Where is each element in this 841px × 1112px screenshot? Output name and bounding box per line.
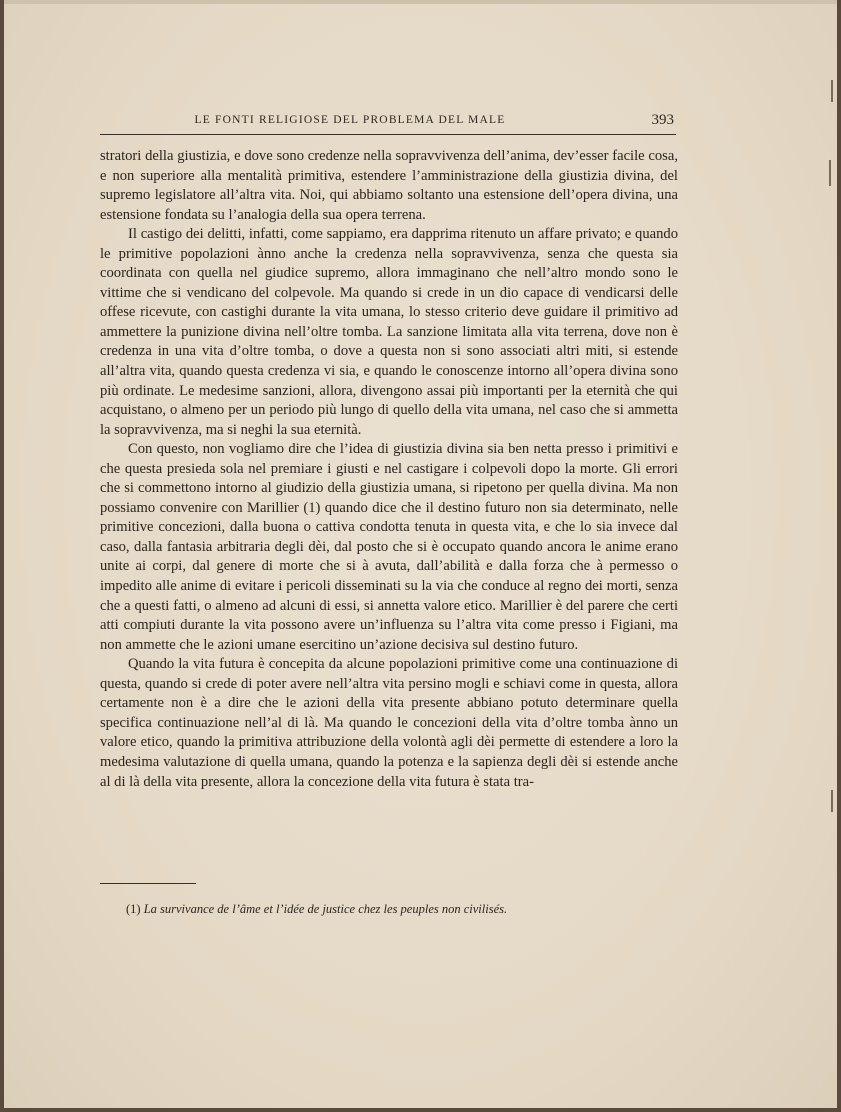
header-rule [100,134,676,135]
page-top-edge [4,0,837,4]
paragraph-4: Quando la vita futura è concepita da alcune popolazioni primitive come una continuazione di questa, quando si crede di poter avere nell’altra vita persino mogli e schiavi come in questa, allora certamente non è a dire che le azioni della vita presente abbiano potuto determinare quella specifica continuazione nell’al di là. Ma quando le concezioni della vita d’oltre tomba ànno un valore etico, quando la primitiva attribuzione della volontà agli dèi permette di estendere a loro la medesima valutazione di quella umana, quando la potenza e la sapienza degli dèi si estende anche al di là della vita presente, allora la concezione della vita futura è stata tra- [100,656,678,790]
footnote-marker: (1) [126,902,141,916]
paragraph-1: stratori della giustizia, e dove sono credenze nella sopravvivenza dell’anima, dev’esser facile cosa, e non superiore alla mentalità primitiva, estendere l’amministrazione della giustizia divina, del supremo legislatore all’altra vita. Noi, qui abbiamo soltanto una estensione dell’opera divina, una estensione fondata su l’analogia della sua opera terrena. [100,148,678,223]
footnote [126,902,666,917]
edge-mark [831,790,833,812]
running-title: LE FONTI RELIGIOSE DEL PROBLEMA DEL MALE [194,114,506,126]
paragraph-2: Il castigo dei delitti, infatti, come sappiamo, era dapprima ritenuto un affare privato; e quando le primitive popolazioni ànno anche la credenza nella sopravvivenza, senza che questa sia coordinata con quella nel giudice supremo, allora immaginano che nell’altro mondo sono le vittime che si vendicano del colpevole. Ma quando si crede in un dio capace di vendicarsi delle offese ricevute, con castighi durante la vita umana, lo stesso criterio deve guidare il primitivo ad ammettere la punizione divina nell’oltre tomba. La sanzione limitata alla vita terrena, dove non è credenza in una vita d’oltre tomba, o dove a questa non si sono associati altri miti, si estende all’altra vita, quando questa credenza vi sia, e quando le conoscenze intorno all’opera divina sono più ordinate. Le medesime sanzioni, allora, divengono assai più importanti per la eternità che qui acquistano, o almeno per un periodo più lungo di quello della vita umana, nel caso che si ammetta la sopravvivenza, ma si neghi la sua eternità. [100,226,678,438]
footnote-rule [100,883,196,884]
body-text [100,147,678,792]
page-header [100,112,680,134]
paragraph-3: Con questo, non vogliamo dire che l’idea di giustizia divina sia ben netta presso i primitivi e che questa presieda sola nel premiare i giusti e nel castigare i colpevoli dopo la morte. Gli errori che si commettono intorno al giudizio della giustizia umana, si ripetono per quella divina. Ma non possiamo convenire con Marillier (1) quando dice che il destino futuro non sia determinato, nelle primitive concezioni, dalla buona o cattiva condotta tenuta in questa vita, e che lo sia invece dal caso, dalla fantasia arbitraria degli dèi, dal posto che si è occupato quando ancora le anime erano unite ai corpi, dal genere di morte che si à avuta, dall’abilità e dalla forza che à permesso o impedito alle anime di evitare i pericoli disseminati su la via che conduce al regno dei morti, senza che a questi fatti, o almeno ad alcuni di essi, si annetta valore etico. Marillier è del parere che certi atti compiuti durante la vita possono avere un’influenza su l’altra vita come presso i Figiani, ma non ammette che le azioni umane esercitino un’azione decisiva sul destino futuro. [100,441,678,653]
edge-mark [831,80,833,102]
book-page [4,0,837,1108]
edge-mark [829,160,831,186]
footnote-text: La survivance de l’âme et l’idée de justice chez les peuples non civilisés. [143,902,508,916]
page-edge-marks [823,0,837,1108]
page-number: 393 [651,112,674,128]
